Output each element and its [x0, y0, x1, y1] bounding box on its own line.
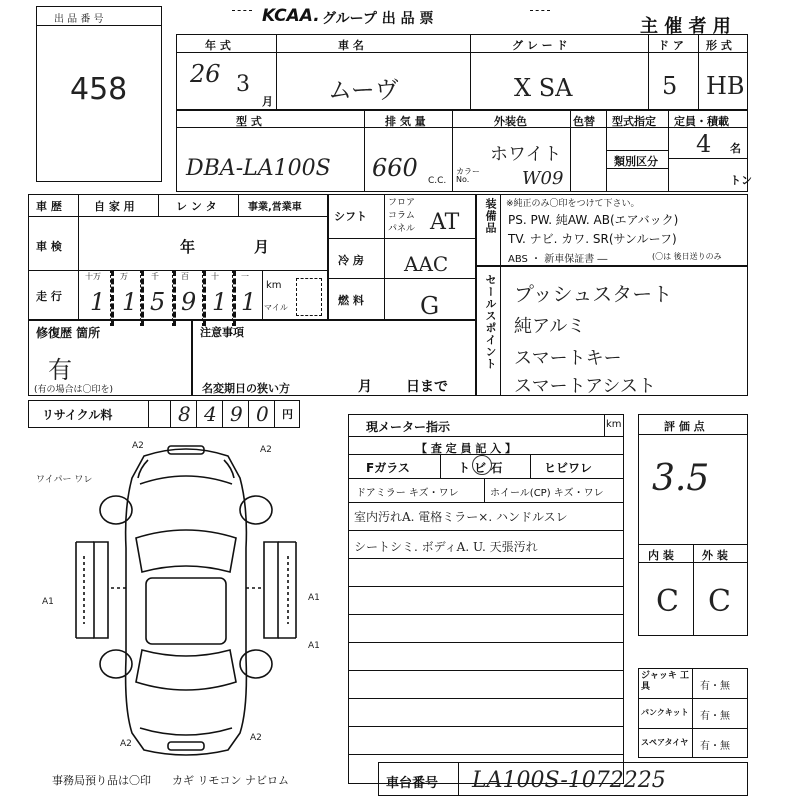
color-no-label: カラーNo.	[456, 167, 480, 184]
door-count: 5	[662, 72, 678, 100]
jack-tools-label: ジャッキ 工 具	[641, 671, 689, 692]
repair-history-label: 修復歴 箇所	[36, 326, 101, 340]
damage-mark-left-side: A1	[42, 597, 54, 607]
damage-mark-rear-right: A2	[250, 733, 262, 743]
equipment-line-2: TV. ナビ. カワ. SR(サンルーフ)	[508, 232, 677, 246]
rental-label: レ ン タ	[176, 200, 217, 213]
interior-label: 内 装	[648, 549, 674, 562]
chassis-label: 車台番号	[386, 776, 439, 791]
model-code: DBA-LA100S	[186, 156, 331, 181]
puncture-kit-choice: 有・無	[700, 711, 730, 722]
form-title: グループ 出 品 票	[322, 11, 434, 27]
deadline-label: 名変期日の狭い方	[202, 382, 290, 395]
mile-label: マイル	[264, 303, 288, 312]
lot-number: 458	[70, 72, 128, 107]
deadline-day-unit: 日まで	[406, 379, 448, 395]
mileage-label: 走 行	[36, 290, 62, 303]
car-damage-diagram	[36, 438, 336, 758]
damage-mark-front-left: A2	[132, 441, 144, 451]
inspector-comment-1: 室内汚れA. 電格ミラー×. ハンドルスレ	[354, 510, 568, 524]
ac-label: 冷 房	[338, 254, 364, 267]
mileage-digit-1: 1	[90, 288, 106, 316]
model-label: 型 式	[236, 115, 262, 128]
jack-tools-choice: 有・無	[700, 681, 730, 692]
recycle-digit-2: 4	[204, 402, 217, 426]
grade-label: グ レ ー ド	[512, 39, 568, 52]
cc-unit: C.C.	[428, 176, 447, 186]
displacement-value: 660	[372, 154, 418, 182]
inspection-label: 車 検	[36, 240, 62, 253]
model-year: 26	[190, 60, 221, 88]
interior-grade: C	[656, 584, 679, 619]
wheel-label: ホイール(CP) キズ・ワレ	[490, 488, 604, 499]
ac-value: AAC	[404, 252, 449, 276]
shift-option-column: コラム	[388, 211, 415, 221]
digit-label-1: 一	[241, 272, 249, 281]
shift-option-panel: パネル	[388, 224, 416, 234]
sales-points-label: セールスポイント	[484, 274, 497, 370]
load-unit: トン	[730, 174, 752, 187]
damage-mark-front-right: A2	[260, 445, 272, 455]
shift-option-floor: フロア	[388, 198, 416, 208]
office-note: 事務局預り品は〇印	[52, 774, 151, 787]
fuel-label: 燃 料	[338, 294, 364, 307]
damage-mark-rear-left: A2	[120, 739, 132, 749]
repair-history-note: (有の場合は〇印を)	[34, 385, 114, 395]
business-use-label: 事業,営業車	[248, 202, 302, 213]
equipment-label: 装備品	[484, 198, 497, 234]
damage-note-wiper: ワイパー ワレ	[36, 475, 93, 485]
office-items: カギ リモコン ナビロム	[172, 774, 289, 787]
sales-point-1: プッシュスタート	[514, 282, 673, 306]
sales-point-2: 純アルミ	[514, 316, 586, 337]
year-label: 年 式	[205, 39, 231, 52]
car-name: ムーヴ	[328, 76, 399, 104]
recycle-digit-3: 9	[230, 402, 243, 426]
exterior-label: 外 装	[702, 549, 728, 562]
deadline-month-unit: 月	[358, 379, 372, 395]
model-designation-label: 型式指定	[612, 115, 656, 128]
spare-tire-choice: 有・無	[700, 741, 730, 752]
recycle-fee-label: リサイクル料	[42, 408, 113, 422]
puncture-kit-label: パンクキット	[641, 708, 689, 717]
equipment-line-3-left: ABS ・ 新車保証書 ―	[508, 254, 608, 265]
recycle-digit-4: 0	[256, 402, 269, 426]
body-type: HB	[706, 72, 745, 100]
digit-label-1k: 千	[151, 272, 159, 281]
inspection-year-unit: 年	[180, 238, 196, 256]
digit-label-100k: 十万	[85, 272, 101, 281]
score-label: 評 価 点	[664, 420, 705, 433]
glass-label: Fガラス	[366, 461, 410, 475]
shift-label: シフト	[334, 210, 367, 223]
mileage-digit-3: 5	[150, 288, 166, 316]
chassis-number: LA100S-1072225	[472, 768, 666, 793]
glass-option-chip: ト ビ 石	[458, 461, 503, 475]
overall-score: 3.5	[652, 458, 710, 499]
equipment-line-1: PS. PW. 純AW. AB(エアバック)	[508, 213, 679, 227]
history-label: 車 歴	[36, 200, 62, 213]
doors-label: ド ア	[658, 39, 684, 52]
recycle-fee-unit: 円	[282, 408, 293, 421]
mirror-label: ドアミラー キズ・ワレ	[356, 488, 459, 499]
mileage-check-box	[296, 278, 322, 316]
color-label: 外装色	[494, 115, 527, 128]
mileage-digit-6: 1	[241, 288, 257, 316]
inspector-comment-2: シートシミ. ボディA. U. 天張汚れ	[354, 540, 538, 554]
org-logo: KCAA.	[262, 6, 320, 26]
color-code: W09	[522, 168, 564, 189]
meter-label: 現メーター指示	[366, 420, 451, 434]
mileage-digit-5: 1	[212, 288, 228, 316]
recycle-digit-1: 8	[178, 402, 191, 426]
body-type-label: 形 式	[706, 39, 732, 52]
lot-number-label: 出 品 番 号	[54, 14, 104, 25]
capacity-value: 4	[696, 130, 712, 158]
meter-unit: km	[606, 419, 622, 430]
damage-mark-right-side: A1	[308, 593, 320, 603]
glass-option-crack: ヒビワレ	[544, 461, 593, 475]
category-label: 類別区分	[614, 155, 658, 168]
month-unit: 月	[262, 95, 273, 108]
private-use-label: 自 家 用	[94, 200, 135, 213]
grade: X SA	[514, 74, 573, 102]
displacement-label: 排 気 量	[385, 115, 426, 128]
color-change-label: 色替	[573, 115, 595, 128]
digit-label-100: 百	[181, 272, 189, 281]
mileage-digit-4: 9	[181, 288, 197, 316]
capacity-label: 定員・積載	[674, 115, 729, 128]
exterior-color: ホワイト	[490, 144, 562, 165]
exterior-grade: C	[708, 584, 731, 619]
digit-label-10: 十	[211, 272, 219, 281]
notes-label: 注意事項	[200, 326, 244, 339]
km-label: km	[266, 280, 282, 291]
sales-point-3: スマートキー	[514, 348, 622, 369]
inspection-month-unit: 月	[254, 238, 270, 256]
equipment-note: ※純正のみ〇印をつけて下さい。	[506, 199, 640, 209]
equipment-line-3-right: (〇は 後日送りのみ	[652, 252, 722, 261]
sales-point-4: スマートアシスト	[514, 376, 656, 397]
repair-history-value: 有	[48, 356, 72, 384]
fuel-value: G	[420, 292, 440, 320]
inspector-heading: 【 査 定 員 記 入 】	[416, 442, 516, 455]
mileage-digit-2: 1	[122, 288, 138, 316]
usage-label: 主 催 者 用	[640, 16, 731, 37]
shift-value: AT	[430, 210, 460, 235]
spare-tire-label: スペアタイヤ	[641, 738, 689, 747]
capacity-unit: 名	[730, 142, 741, 155]
digit-label-10k: 万	[120, 272, 128, 281]
damage-mark-right-rear: A1	[308, 641, 320, 651]
glass-chip-circle	[472, 455, 492, 475]
model-month: 3	[236, 72, 250, 97]
car-name-label: 車 名	[338, 39, 364, 52]
